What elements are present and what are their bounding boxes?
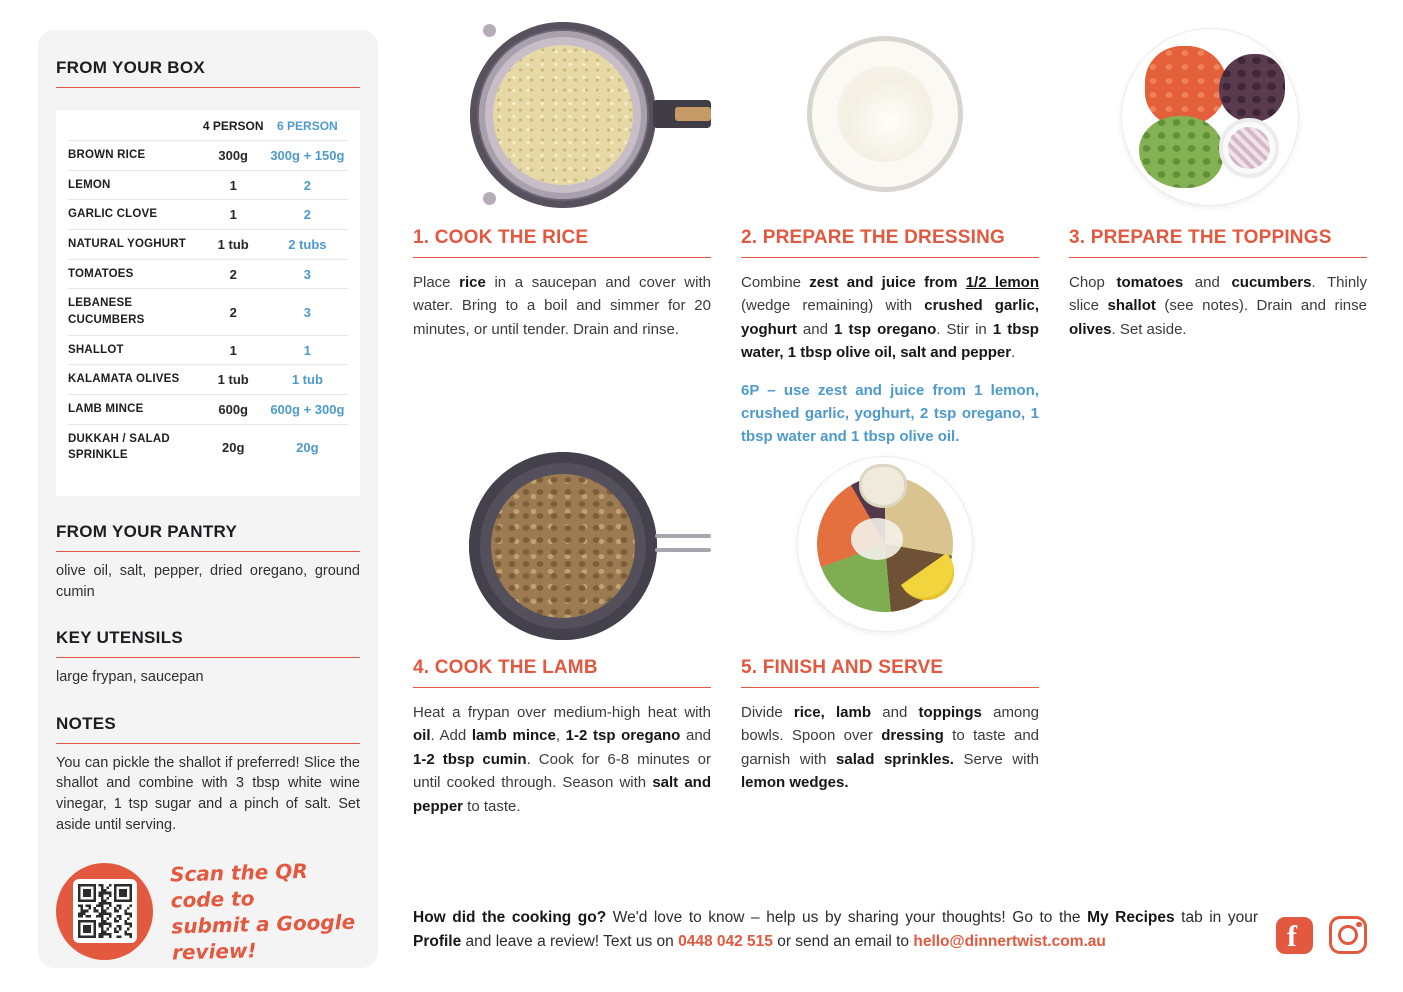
footer-message: How did the cooking go? We'd love to know – help us by sharing your thoughts! Go to the My Recipes tab in your Profile and leave a review! Text us on 0448 042 515 or send an email to hello@dinnertwist.com.au bbox=[413, 909, 1258, 951]
lamb-mince-frypan-photo bbox=[413, 450, 711, 640]
social-icons bbox=[1276, 916, 1367, 954]
google-review-callout bbox=[56, 859, 360, 963]
accent-divider bbox=[741, 687, 1039, 688]
step-title: 3. PREPARE THE TOPPINGS bbox=[1069, 227, 1332, 248]
step-title: 4. COOK THE LAMB bbox=[413, 657, 598, 678]
step-1-cook-the-rice bbox=[413, 20, 711, 355]
olives-shape bbox=[1219, 54, 1285, 122]
ingredient-row: LEBANESE CUCUMBERS 2 3 bbox=[68, 289, 348, 335]
accent-divider bbox=[413, 687, 711, 688]
pantry-text: olive oil, salt, pepper, dried oregano, ground cumin bbox=[56, 563, 360, 600]
lamb-mince-shape bbox=[491, 474, 635, 618]
step-paragraph: Chop tomatoes and cucumbers. Thinly slice shallot (see notes). Drain and rinse olives. Set aside. bbox=[1069, 274, 1368, 338]
ingredient-row: DUKKAH / SALAD SPRINKLE 20g 20g bbox=[68, 432, 319, 462]
step-paragraph: Heat a frypan over medium-high heat with oil. Add lamb mince, 1-2 tsp oregano and 1-2 tbsp cumin. Cook for 6-8 minutes or until cooked through. Season with salt and pepper to taste. bbox=[413, 704, 712, 815]
step-2-prepare-the-dressing bbox=[741, 20, 1039, 463]
accent-divider bbox=[56, 87, 360, 88]
ingredients-table bbox=[56, 110, 360, 496]
accent-divider bbox=[56, 551, 360, 552]
step-title: 1. COOK THE RICE bbox=[413, 227, 589, 248]
step-instructions bbox=[741, 701, 1039, 795]
step-paragraph: Divide rice, lamb and toppings among bowls. Spoon over dressing to taste and garnish with salad sprinkles. Serve with lemon wedges. bbox=[741, 704, 1040, 792]
step-title: 5. FINISH AND SERVE bbox=[741, 657, 944, 678]
from-your-pantry-title: FROM YOUR PANTRY bbox=[56, 522, 238, 542]
step-paragraph: Combine zest and juice from 1/2 lemon (wedge remaining) with crushed garlic, yoghurt and 1 tsp oregano. Stir in 1 tbsp water, 1 tbsp olive oil, salt and pepper. bbox=[741, 274, 1039, 362]
ingredient-row: GARLIC CLOVE 1 2 bbox=[68, 200, 348, 230]
utensils-text: large frypan, saucepan bbox=[56, 669, 204, 686]
ingredient-row: TOMATOES 2 3 bbox=[68, 260, 348, 290]
finished-bowl-photo bbox=[741, 450, 1039, 640]
qr-caption: Scan the QR code to submit a Google review! bbox=[169, 858, 356, 965]
step-instructions bbox=[413, 701, 711, 818]
step-instructions bbox=[1069, 271, 1367, 341]
step-5-finish-and-serve bbox=[741, 450, 1039, 809]
step-title: 2. PREPARE THE DRESSING bbox=[741, 227, 1005, 248]
ingredient-row: SHALLOT 1 1 bbox=[68, 336, 348, 366]
notes-title: NOTES bbox=[56, 713, 117, 733]
step-paragraph: Place rice in a saucepan and cover with water. Bring to a boil and simmer for 20 minutes, or until tender. Drain and rinse. bbox=[413, 274, 711, 338]
from-your-box-title: FROM YOUR BOX bbox=[56, 58, 206, 77]
facebook-icon[interactable]: f bbox=[1276, 917, 1313, 954]
dressing-cup-shape bbox=[859, 464, 907, 508]
step-instructions bbox=[741, 271, 1039, 449]
notes-text: You can pickle the shallot if preferred! Slice the shallot and combine with 3 tbsp white wine vinegar, 1 tsp sugar and a pinch of salt. Set aside until serving. bbox=[56, 754, 360, 833]
chopped-toppings-photo bbox=[1069, 20, 1367, 210]
ingredient-row: KALAMATA OLIVES 1 tub 1 tub bbox=[68, 365, 348, 395]
key-utensils-title: KEY UTENSILS bbox=[56, 628, 184, 648]
accent-divider bbox=[56, 743, 360, 744]
ingredient-row: LAMB MINCE 600g 600g + 300g bbox=[68, 395, 348, 425]
step-paragraph: 6P – use zest and juice from 1 lemon, crushed garlic, yoghurt, 2 tsp oregano, 1 tbsp water and 1 tbsp olive oil. bbox=[741, 381, 1039, 446]
step-instructions bbox=[413, 271, 711, 341]
cooked-rice-shape bbox=[493, 45, 633, 185]
accent-divider bbox=[56, 657, 360, 658]
cucumber-shape bbox=[1139, 116, 1223, 188]
ingredient-row: LEMON 1 2 bbox=[68, 171, 348, 201]
step-3-prepare-the-toppings bbox=[1069, 20, 1367, 355]
qr-badge bbox=[56, 863, 153, 960]
yoghurt-dressing-photo bbox=[741, 20, 1039, 210]
accent-divider bbox=[413, 257, 711, 258]
ingredient-row: BROWN RICE 300g 300g + 150g bbox=[68, 141, 348, 171]
instagram-icon[interactable] bbox=[1329, 916, 1367, 954]
qr-code-icon bbox=[78, 884, 132, 938]
rice-in-strainer-photo bbox=[413, 20, 711, 210]
sidebar bbox=[38, 30, 378, 968]
accent-divider bbox=[741, 257, 1039, 258]
footer bbox=[413, 906, 1258, 955]
email-link[interactable]: hello@dinnertwist.com.au bbox=[913, 933, 1106, 951]
step-4-cook-the-lamb bbox=[413, 450, 711, 832]
table-header-row: 4 PERSON 6 PERSON bbox=[68, 112, 348, 141]
ingredient-row: NATURAL YOGHURT 1 tub 2 tubs bbox=[68, 230, 348, 260]
phone-number-link[interactable]: 0448 042 515 bbox=[678, 933, 773, 951]
accent-divider bbox=[1069, 257, 1367, 258]
